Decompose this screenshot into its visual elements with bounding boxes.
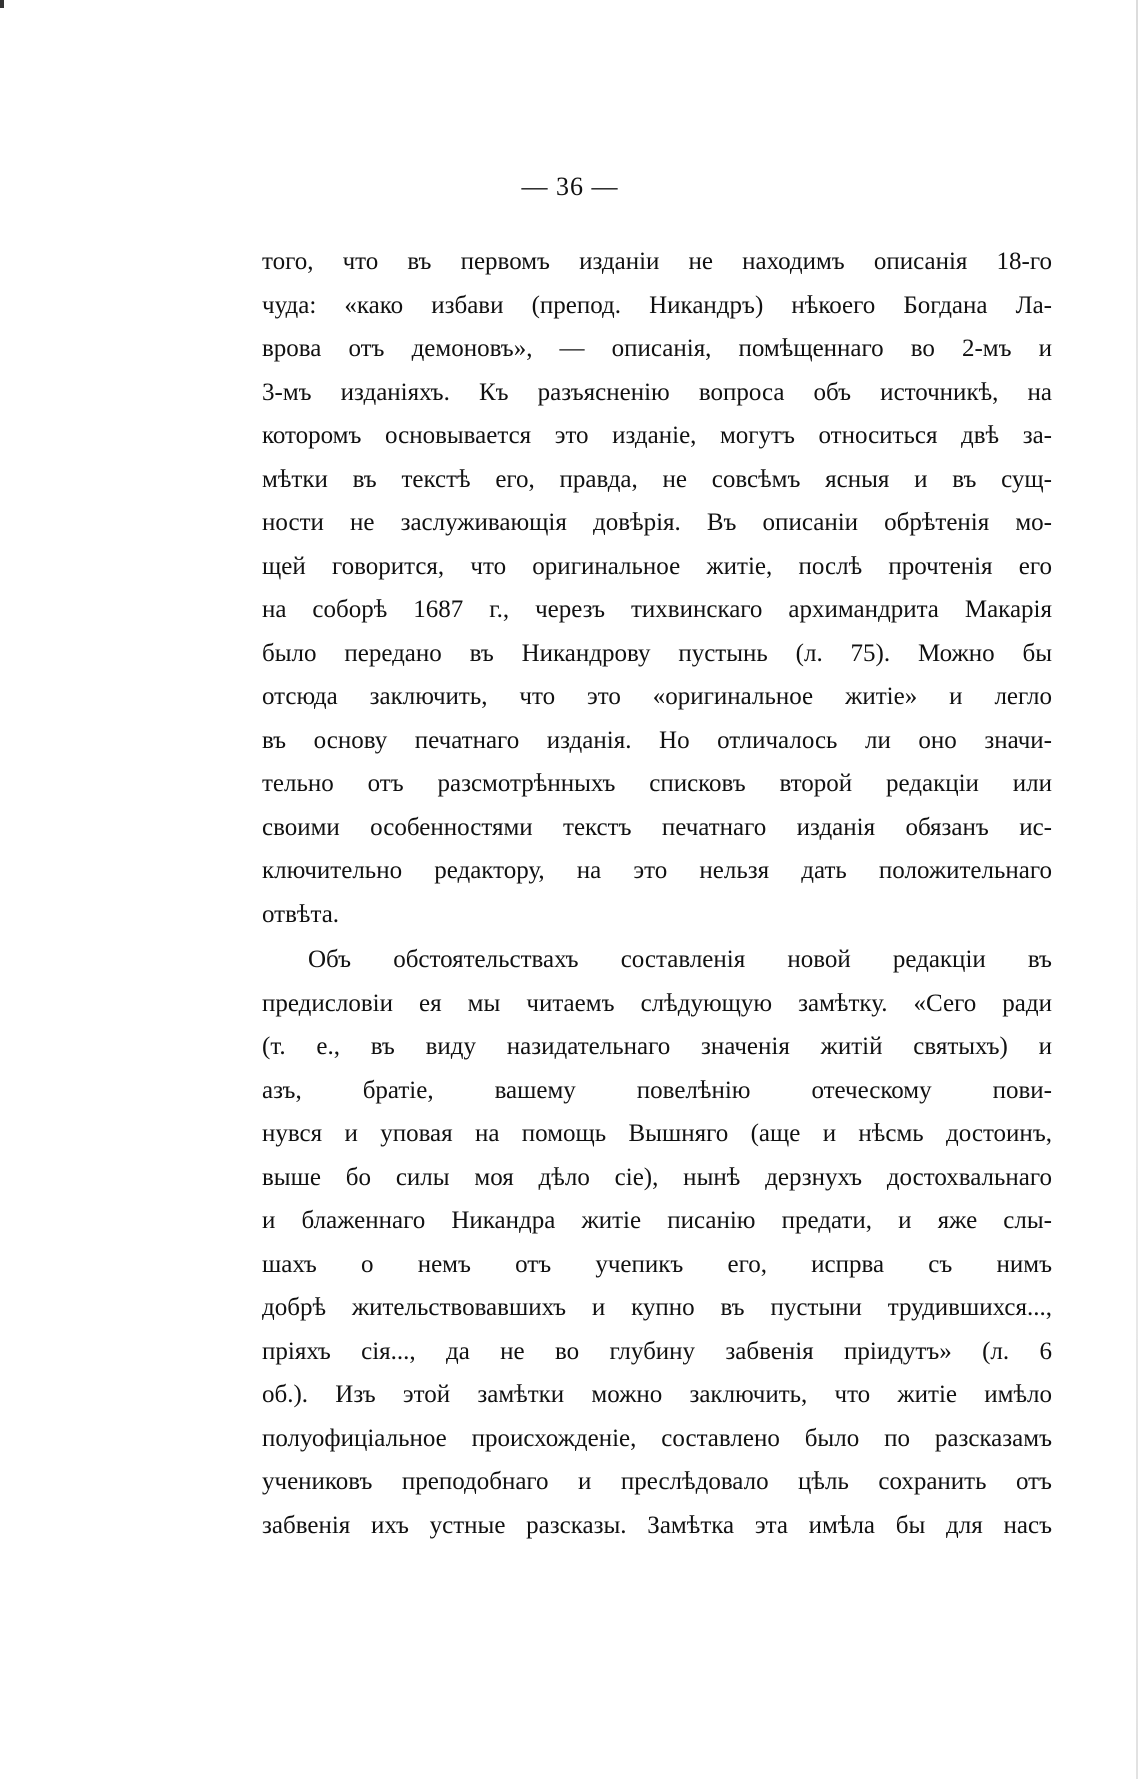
text-line: учениковъ преподобнаго и преслѣдовало цѣль сохранить отъ [262,1468,1052,1495]
text-line: тельно отъ разсмотрѣнныхъ списковъ второй редакціи или [262,770,1052,797]
text-line: на соборѣ 1687 г., черезъ тихвинскаго архимандрита Макарія [262,596,1052,623]
page-number: — 36 — [521,172,619,201]
text-line: было передано въ Никандрову пустынь (л. 75). Можно бы [262,639,1052,667]
text-line: чуда: «како избави (препод. Никандръ) нѣкоего Богдана Ла- [262,291,1052,319]
text-line: отвѣта. [262,900,340,928]
text-line: своими особенностями текстъ печатнаго изданія обязанъ ис- [262,813,1052,841]
text-line: Объ обстоятельствахъ составленія новой редакціи въ [308,946,1052,973]
text-line: полуофиціальное происхожденіе, составлено было по разсказамъ [262,1424,1052,1452]
text-line: которомъ основывается это изданіе, могутъ относиться двѣ за- [262,422,1052,449]
text-line: пріяхъ сія..., да не во глубину забвенія пріидутъ» (л. 6 [262,1337,1052,1365]
text-line: того, что въ первомъ изданіи не находимъ описанія 18-го [262,248,1052,275]
text-line: ключительно редактору, на это нельзя дать положительнаго [262,857,1052,884]
text-line: врова отъ демоновъ», — описанія, помѣщеннаго во 2-мъ и [262,335,1052,362]
text-line: (т. е., въ виду назидательнаго значенія житій святыхъ) и [262,1033,1052,1060]
text-line: отсюда заключить, что это «оригинальное житіе» и легло [262,683,1052,710]
text-line: азъ, братіе, вашему повелѣнію отеческому пови- [262,1076,1052,1104]
page-edge-shadow [1136,0,1138,1779]
text-line: ности не заслуживающія довѣрія. Въ описаніи обрѣтенія мо- [262,509,1052,536]
scan-corner-mark [0,0,4,8]
text-line: шахъ о немъ отъ учепикъ его, испрва съ нимъ [262,1250,1052,1278]
text-line: 3-мъ изданіяхъ. Къ разъясненію вопроса объ источникѣ, на [262,378,1052,406]
text-line: щей говорится, что оригинальное житіе, послѣ прочтенія его [262,552,1052,580]
text-line: об.). Изъ этой замѣтки можно заключить, что житіе имѣло [262,1381,1052,1408]
text-line: предисловіи ея мы читаемъ слѣдующую замѣтку. «Сего ради [262,989,1052,1017]
text-line: мѣтки въ текстѣ его, правда, не совсѣмъ ясныя и въ сущ- [262,465,1052,493]
text-line: добрѣ жительствовавшихъ и купно въ пустыни трудившихся..., [262,1294,1052,1321]
body-text [262,240,1052,1547]
text-line: забвенія ихъ устные разсказы. Замѣтка эта имѣла бы для насъ [262,1511,1052,1539]
text-line: въ основу печатнаго изданія. Но отличалось ли оно значи- [262,726,1052,754]
text-line: и блаженнаго Никандра житіе писанію предати, и яже слы- [262,1207,1052,1234]
text-line: выше бо силы моя дѣло сіе), нынѣ дерзнухъ достохвальнаго [262,1163,1052,1191]
text-line: нувся и уповая на помощь Вышняго (аще и нѣсмь достоинъ, [262,1120,1052,1147]
